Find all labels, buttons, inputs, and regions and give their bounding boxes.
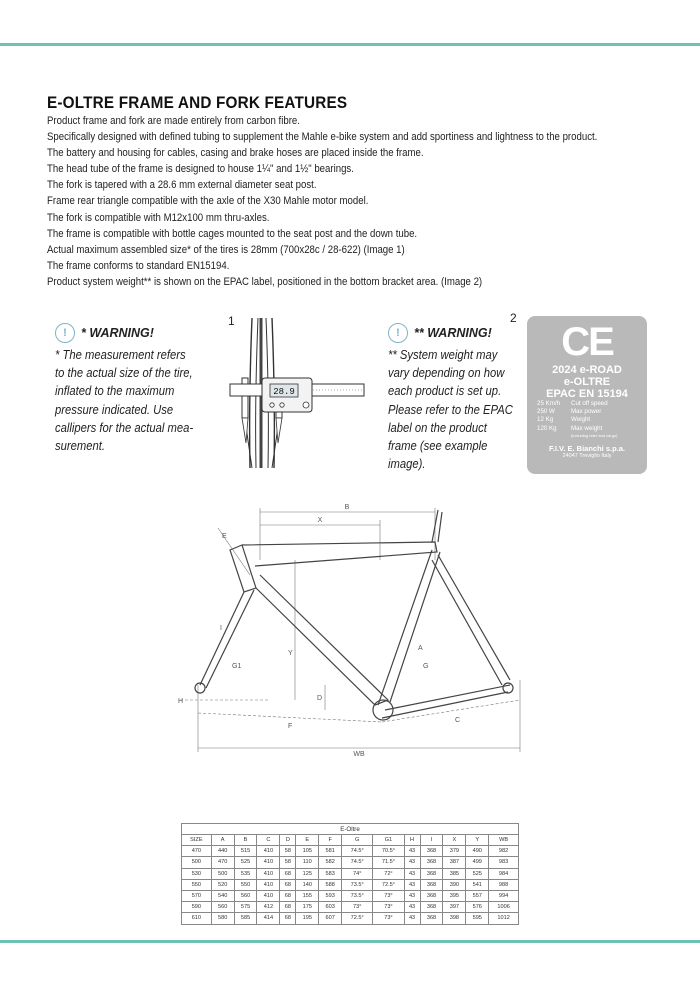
table-cell: 570 bbox=[182, 890, 212, 901]
table-cell: 500 bbox=[182, 857, 212, 868]
table-cell: 195 bbox=[296, 913, 319, 924]
column-header: C bbox=[257, 835, 280, 846]
table-cell: 541 bbox=[466, 879, 489, 890]
table-cell: 576 bbox=[466, 902, 489, 913]
column-header: A bbox=[211, 835, 234, 846]
table-cell: 410 bbox=[257, 879, 280, 890]
epac-label: CE 2024 e-ROAD e-OLTRE EPAC EN 15194 25 Km/h Cut off speed 250 W Max power 12 Kg Weight 120 Kg Max weight (including rider and cargo) F.I.V. E. Bianchi s.p.a. 24047 Treviglio Italy bbox=[527, 316, 647, 474]
table-cell: 525 bbox=[466, 868, 489, 879]
table-cell: 43 bbox=[404, 879, 420, 890]
caliper-display: 28.9 bbox=[273, 387, 295, 397]
table-cell: 583 bbox=[319, 868, 342, 879]
table-cell: 410 bbox=[257, 890, 280, 901]
table-cell: 70.5° bbox=[373, 846, 404, 857]
table-row bbox=[182, 902, 519, 913]
top-rule bbox=[0, 43, 700, 46]
feature-list bbox=[47, 113, 667, 290]
table-cell: 110 bbox=[296, 857, 319, 868]
table-cell: 68 bbox=[280, 902, 296, 913]
table-cell: 595 bbox=[466, 913, 489, 924]
column-header: I bbox=[420, 835, 443, 846]
table-cell: 1012 bbox=[489, 913, 519, 924]
table-cell: 580 bbox=[211, 913, 234, 924]
column-header: Y bbox=[466, 835, 489, 846]
table-cell: 385 bbox=[443, 868, 466, 879]
table-cell: 988 bbox=[489, 879, 519, 890]
table-cell: 73° bbox=[373, 913, 404, 924]
warning-text: * The measurement refers to the actual size of the tire, inflated to the maximum pressure indicated. Use callipers for the actual mea- surement. bbox=[55, 348, 194, 454]
info-icon: ! bbox=[388, 323, 408, 343]
column-header: E bbox=[296, 835, 319, 846]
table-cell: 368 bbox=[420, 868, 443, 879]
table-row bbox=[182, 890, 519, 901]
table-cell: 397 bbox=[443, 902, 466, 913]
table-cell: 73.5° bbox=[342, 890, 373, 901]
svg-text:G1: G1 bbox=[232, 663, 242, 670]
table-cell: 125 bbox=[296, 868, 319, 879]
table-cell: 500 bbox=[211, 868, 234, 879]
tire-size-warning bbox=[55, 323, 225, 455]
column-header: G1 bbox=[373, 835, 404, 846]
warning-title: * WARNING! bbox=[81, 326, 154, 340]
table-cell: 43 bbox=[404, 890, 420, 901]
svg-text:C: C bbox=[455, 717, 461, 724]
column-header: X bbox=[443, 835, 466, 846]
column-header: F bbox=[319, 835, 342, 846]
column-header: B bbox=[234, 835, 257, 846]
column-header: WB bbox=[489, 835, 519, 846]
frame-geometry-diagram bbox=[170, 500, 530, 760]
svg-text:X: X bbox=[317, 517, 323, 524]
caliper-tire-illustration bbox=[222, 318, 372, 468]
svg-text:F: F bbox=[288, 723, 293, 730]
svg-text:E: E bbox=[222, 533, 227, 540]
table-cell: 72.5° bbox=[373, 879, 404, 890]
feature-item: The frame is compatible with bottle cages mounted to the seat post and the down tube. bbox=[47, 227, 418, 240]
image-1-number: 1 bbox=[228, 314, 235, 328]
table-cell: 368 bbox=[420, 857, 443, 868]
column-header: D bbox=[280, 835, 296, 846]
feature-item: Frame rear triangle compatible with the axle of the X30 Mahle motor model. bbox=[47, 195, 369, 208]
svg-text:I: I bbox=[220, 625, 222, 632]
table-cell: 525 bbox=[234, 857, 257, 868]
spec-row: 25 Km/h Cut off speed bbox=[537, 400, 608, 407]
feature-item: The fork is compatible with M12x100 mm thru-axles. bbox=[47, 211, 270, 224]
table-cell: 410 bbox=[257, 868, 280, 879]
table-cell: 412 bbox=[257, 902, 280, 913]
table-cell: 155 bbox=[296, 890, 319, 901]
table-row bbox=[182, 913, 519, 924]
bottom-rule bbox=[0, 940, 700, 943]
table-cell: 398 bbox=[443, 913, 466, 924]
table-row bbox=[182, 868, 519, 879]
svg-text:G: G bbox=[423, 663, 429, 670]
table-cell: 68 bbox=[280, 868, 296, 879]
column-header: SIZE bbox=[182, 835, 212, 846]
table-cell: 535 bbox=[234, 868, 257, 879]
table-cell: 530 bbox=[182, 868, 212, 879]
table-cell: 395 bbox=[443, 890, 466, 901]
table-cell: 379 bbox=[443, 846, 466, 857]
svg-text:A: A bbox=[418, 645, 423, 652]
table-cell: 607 bbox=[319, 913, 342, 924]
feature-item: Product system weight** is shown on the EPAC label, positioned in the bottom bracket area. (Image 2) bbox=[47, 275, 483, 288]
table-cell: 390 bbox=[443, 879, 466, 890]
table-cell: 410 bbox=[257, 846, 280, 857]
table-caption: E-Oltre bbox=[182, 824, 519, 835]
table-cell: 71.5° bbox=[373, 857, 404, 868]
table-cell: 68 bbox=[280, 879, 296, 890]
table-cell: 983 bbox=[489, 857, 519, 868]
feature-item: The head tube of the frame is designed to house 1¼" and 1½" bearings. bbox=[47, 163, 354, 176]
table-cell: 984 bbox=[489, 868, 519, 879]
table-cell: 74° bbox=[342, 868, 373, 879]
warning-title: ** WARNING! bbox=[414, 326, 492, 340]
table-cell: 74.5° bbox=[342, 857, 373, 868]
table-cell: 175 bbox=[296, 902, 319, 913]
table-cell: 43 bbox=[404, 868, 420, 879]
table-cell: 58 bbox=[280, 857, 296, 868]
table-cell: 72° bbox=[373, 868, 404, 879]
spec-row: 250 W Max power bbox=[537, 408, 602, 416]
table-cell: 1006 bbox=[489, 902, 519, 913]
info-icon: ! bbox=[55, 323, 75, 343]
table-cell: 368 bbox=[420, 879, 443, 890]
table-cell: 582 bbox=[319, 857, 342, 868]
table-cell: 575 bbox=[234, 902, 257, 913]
table-cell: 74.5° bbox=[342, 846, 373, 857]
table-cell: 43 bbox=[404, 902, 420, 913]
table-row bbox=[182, 857, 519, 868]
table-cell: 560 bbox=[234, 890, 257, 901]
svg-text:WB: WB bbox=[353, 751, 365, 758]
page-title: E-OLTRE FRAME AND FORK FEATURES bbox=[47, 93, 348, 112]
ce-mark: CE bbox=[561, 320, 613, 364]
image-2-number: 2 bbox=[510, 311, 517, 325]
table-cell: 72.5° bbox=[342, 913, 373, 924]
table-header-row bbox=[182, 835, 519, 846]
column-header: H bbox=[404, 835, 420, 846]
table-cell: 43 bbox=[404, 913, 420, 924]
table-cell: 43 bbox=[404, 857, 420, 868]
table-cell: 515 bbox=[234, 846, 257, 857]
table-cell: 994 bbox=[489, 890, 519, 901]
table-cell: 588 bbox=[319, 879, 342, 890]
table-cell: 368 bbox=[420, 890, 443, 901]
table-cell: 414 bbox=[257, 913, 280, 924]
svg-text:H: H bbox=[178, 698, 184, 705]
warning-text: ** System weight may vary depending on how each product is set up. Please refer to the EPAC label on the product frame (see example image). bbox=[388, 348, 513, 472]
feature-item: The frame conforms to standard EN15194. bbox=[47, 259, 230, 272]
table-cell: 68 bbox=[280, 913, 296, 924]
table-cell: 470 bbox=[211, 857, 234, 868]
weight-warning bbox=[388, 323, 528, 473]
table-cell: 410 bbox=[257, 857, 280, 868]
table-cell: 560 bbox=[211, 902, 234, 913]
svg-text:B: B bbox=[344, 504, 350, 511]
svg-text:Y: Y bbox=[288, 650, 293, 657]
table-cell: 593 bbox=[319, 890, 342, 901]
column-header: G bbox=[342, 835, 373, 846]
table-cell: 368 bbox=[420, 902, 443, 913]
table-cell: 590 bbox=[182, 902, 212, 913]
table-cell: 140 bbox=[296, 879, 319, 890]
table-cell: 68 bbox=[280, 890, 296, 901]
table-cell: 368 bbox=[420, 846, 443, 857]
table-cell: 105 bbox=[296, 846, 319, 857]
table-row bbox=[182, 846, 519, 857]
table-cell: 368 bbox=[420, 913, 443, 924]
table-cell: 73° bbox=[342, 902, 373, 913]
table-cell: 550 bbox=[182, 879, 212, 890]
feature-item: Product frame and fork are made entirely from carbon fibre. bbox=[47, 115, 300, 127]
table-row bbox=[182, 879, 519, 890]
table-cell: 470 bbox=[182, 846, 212, 857]
spec-row: 120 Kg Max weight bbox=[537, 424, 603, 432]
table-cell: 490 bbox=[466, 846, 489, 857]
svg-text:D: D bbox=[317, 695, 323, 702]
table-cell: 73° bbox=[373, 890, 404, 901]
feature-item: The fork is tapered with a 28.6 mm external diameter seat post. bbox=[47, 179, 317, 192]
table-cell: 982 bbox=[489, 846, 519, 857]
table-cell: 550 bbox=[234, 879, 257, 890]
table-cell: 499 bbox=[466, 857, 489, 868]
table-cell: 585 bbox=[234, 913, 257, 924]
table-cell: 557 bbox=[466, 890, 489, 901]
table-cell: 58 bbox=[280, 846, 296, 857]
table-cell: 610 bbox=[182, 913, 212, 924]
feature-item: Specifically designed with defined tubing to supplement the Mahle e-bike system and add sportiness and lightness to the product. bbox=[47, 131, 598, 144]
table-body bbox=[182, 846, 519, 924]
table-cell: 440 bbox=[211, 846, 234, 857]
table-cell: 43 bbox=[404, 846, 420, 857]
spec-row: 12 Kg Weight bbox=[537, 416, 591, 424]
geometry-table bbox=[181, 823, 519, 925]
table-cell: 73.5° bbox=[342, 879, 373, 890]
table-cell: 73° bbox=[373, 902, 404, 913]
table-cell: 540 bbox=[211, 890, 234, 901]
feature-item: The battery and housing for cables, casing and brake hoses are placed inside the frame. bbox=[47, 147, 424, 160]
feature-item: Actual maximum assembled size* of the tires is 28mm (700x28c / 28-622) (Image 1) bbox=[47, 243, 405, 256]
table-cell: 387 bbox=[443, 857, 466, 868]
table-cell: 581 bbox=[319, 846, 342, 857]
table-cell: 603 bbox=[319, 902, 342, 913]
table-cell: 520 bbox=[211, 879, 234, 890]
